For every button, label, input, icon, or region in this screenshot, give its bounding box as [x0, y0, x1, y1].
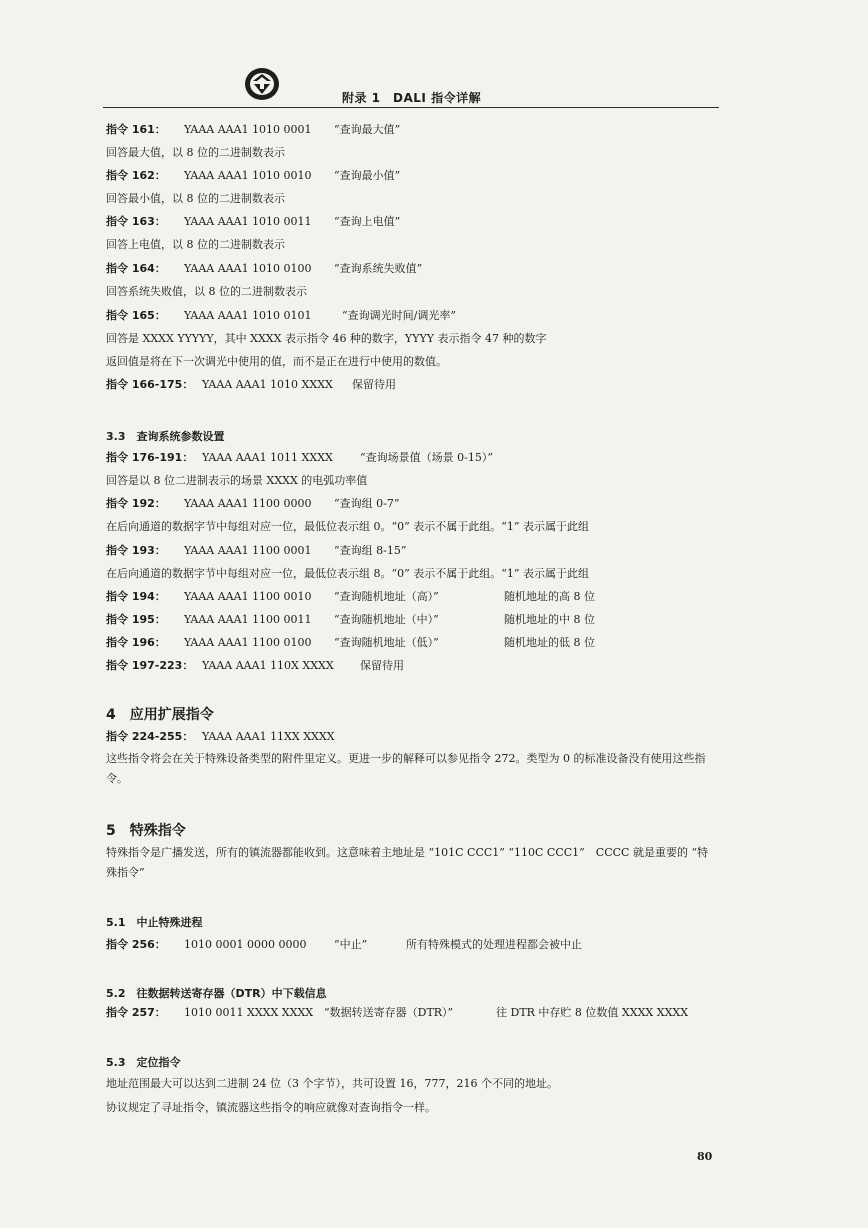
command-code: 1010 0011 XXXX XXXX: [184, 1006, 314, 1019]
command-197-row: [106, 658, 404, 674]
response-164: 回答系统失败值，以 8 位的二进制数表示: [106, 285, 307, 298]
command-code: YAAA AAA1 1100 0100: [184, 636, 312, 649]
command-desc: 保留待用: [360, 659, 404, 672]
header-divider: [103, 107, 719, 108]
command-257-row: [106, 1005, 688, 1021]
command-label: 指令 196：: [106, 636, 166, 649]
command-note: 随机地址的中 8 位: [504, 613, 595, 626]
command-176-row: [106, 450, 493, 466]
command-label: 指令 257：: [106, 1006, 166, 1019]
command-label: 指令 193：: [106, 544, 166, 557]
command-code: YAAA AAA1 110X XXXX: [202, 659, 334, 672]
command-195-row: [106, 612, 595, 628]
command-label: 指令 195：: [106, 613, 166, 626]
command-code: YAAA AAA1 1100 0001: [184, 544, 312, 557]
command-note: 往 DTR 中存贮 8 位数值 XXXX XXXX: [496, 1006, 689, 1019]
command-desc: “查询场景值（场景 0-15）”: [360, 451, 493, 464]
command-note: 随机地址的高 8 位: [504, 590, 595, 603]
command-code: YAAA AAA1 1010 0011: [184, 215, 312, 228]
response-165b: 返回值是将在下一次调光中使用的值，而不是正在进行中使用的数值。: [106, 355, 447, 368]
section-5-3-line-2: 协议规定了寻址指令，镇流器这些指令的响应就像对查询指令一样。: [106, 1101, 436, 1114]
command-label: 指令 192：: [106, 497, 166, 510]
command-desc: 保留待用: [352, 378, 396, 391]
university-seal-icon: [244, 67, 280, 101]
command-166-row: [106, 377, 396, 393]
command-desc: “数据转送寄存器（DTR）”: [324, 1006, 454, 1019]
command-desc: “查询随机地址（低）”: [334, 636, 439, 649]
section-3-3-heading: 3.3 查询系统参数设置: [106, 430, 225, 443]
command-code: YAAA AAA1 1010 0010: [184, 169, 312, 182]
header-title: 附录 1 DALI 指令详解: [342, 91, 482, 105]
command-label: 指令 224-255：: [106, 730, 194, 743]
command-code: YAAA AAA1 1010 0001: [184, 123, 312, 136]
command-code: YAAA AAA1 1010 XXXX: [202, 378, 333, 391]
command-code: YAAA AAA1 11XX XXXX: [202, 730, 335, 743]
command-desc: “查询随机地址（高）”: [334, 590, 439, 603]
command-code: YAAA AAA1 1010 0100: [184, 262, 312, 275]
command-196-row: [106, 635, 595, 651]
command-desc: “查询系统失败值”: [334, 262, 423, 275]
command-162-row: [106, 168, 400, 184]
command-label: 指令 161：: [106, 123, 166, 136]
command-code: 1010 0001 0000 0000: [184, 938, 307, 951]
command-label: 指令 256：: [106, 938, 166, 951]
command-165-row: [106, 308, 456, 324]
command-164-row: [106, 261, 422, 277]
section-5-2-heading: 5.2 往数据转送寄存器（DTR）中下载信息: [106, 987, 327, 1000]
page-number: 80: [697, 1150, 713, 1163]
command-desc: “查询组 0-7”: [334, 497, 400, 510]
command-desc: “查询上电值”: [334, 215, 401, 228]
command-desc: “查询最小值”: [334, 169, 401, 182]
section-4-heading: 4 应用扩展指令: [106, 707, 214, 723]
command-desc: “中止”: [334, 938, 368, 951]
command-256-row: [106, 937, 582, 953]
command-desc: “查询组 8-15”: [334, 544, 407, 557]
command-desc: “查询最大值”: [334, 123, 401, 136]
section-5-1-heading: 5.1 中止特殊进程: [106, 916, 203, 929]
command-label: 指令 166-175：: [106, 378, 194, 391]
command-label: 指令 165：: [106, 309, 166, 322]
section-5-paragraph: 特殊指令是广播发送，所有的镇流器都能收到。这意味着主地址是 “101C CCC1” “110C CCC1” CCCC 就是重要的 “特殊指令”: [106, 846, 709, 879]
command-192-row: [106, 496, 399, 512]
response-162: 回答最小值，以 8 位的二进制数表示: [106, 192, 285, 205]
command-note: 所有特殊模式的处理进程都会被中止: [406, 938, 582, 951]
command-code: YAAA AAA1 1100 0010: [184, 590, 312, 603]
command-label: 指令 164：: [106, 262, 166, 275]
response-192: 在后向通道的数据字节中每组对应一位，最低位表示组 0。“0” 表示不属于此组。“1” 表示属于此组: [106, 520, 589, 533]
section-5-3-line-1: 地址范围最大可以达到二进制 24 位（3 个字节），共可设置 16，777，216 个不同的地址。: [106, 1077, 558, 1090]
command-code: YAAA AAA1 1011 XXXX: [202, 451, 333, 464]
command-code: YAAA AAA1 1100 0011: [184, 613, 312, 626]
command-code: YAAA AAA1 1100 0000: [184, 497, 312, 510]
command-label: 指令 176-191：: [106, 451, 194, 464]
command-note: 随机地址的低 8 位: [504, 636, 595, 649]
command-163-row: [106, 214, 400, 230]
command-desc: “查询调光时间/调光率”: [342, 309, 456, 322]
command-193-row: [106, 543, 406, 559]
command-desc: “查询随机地址（中）”: [334, 613, 439, 626]
response-176: 回答是以 8 位二进制表示的场景 XXXX 的电弧功率值: [106, 474, 368, 487]
command-label: 指令 163：: [106, 215, 166, 228]
command-code: YAAA AAA1 1010 0101: [184, 309, 312, 322]
section-4-paragraph: 这些指令将会在关于特殊设备类型的附件里定义。更进一步的解释可以参见指令 272。类型为 0 的标准设备没有使用这些指令。: [106, 752, 706, 785]
response-163: 回答上电值，以 8 位的二进制数表示: [106, 238, 285, 251]
command-224-row: [106, 729, 335, 745]
command-194-row: [106, 589, 595, 605]
section-5-heading: 5 特殊指令: [106, 823, 186, 839]
command-label: 指令 194：: [106, 590, 166, 603]
section-5-3-heading: 5.3 定位指令: [106, 1056, 181, 1069]
command-161-row: [106, 122, 400, 138]
response-193: 在后向通道的数据字节中每组对应一位，最低位表示组 8。“0” 表示不属于此组。“1” 表示属于此组: [106, 567, 589, 580]
command-label: 指令 162：: [106, 169, 166, 182]
response-161: 回答最大值，以 8 位的二进制数表示: [106, 146, 285, 159]
response-165a: 回答是 XXXX YYYYY，其中 XXXX 表示指令 46 种的数字，YYYY 表示指令 47 种的数字: [106, 332, 547, 345]
command-label: 指令 197-223：: [106, 659, 194, 672]
